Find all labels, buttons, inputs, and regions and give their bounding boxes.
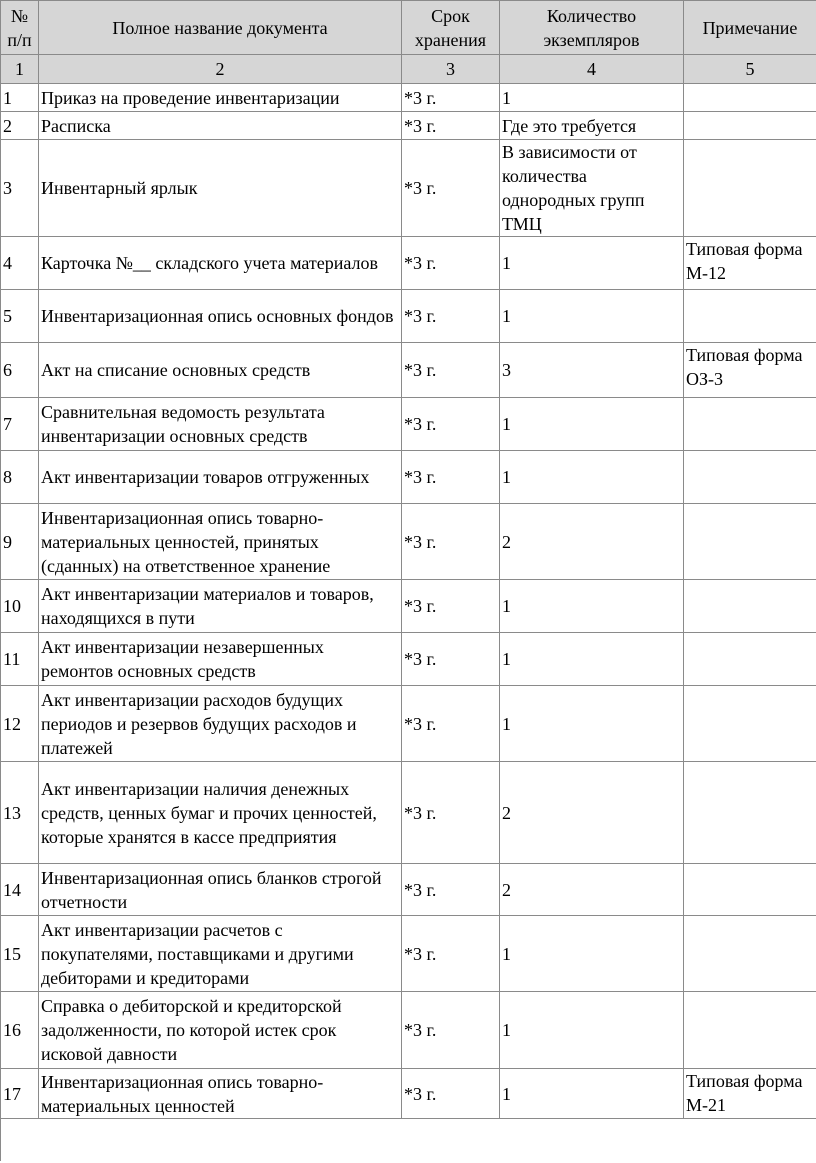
note-cell <box>684 290 816 343</box>
storage-term: *3 г. <box>402 580 500 633</box>
document-name: Акт инвентаризации незавершенных ремонтов основных средств <box>39 633 402 686</box>
copies-count: Где это требуется <box>500 112 684 140</box>
table-row <box>1 762 816 864</box>
copies-count: 2 <box>500 762 684 864</box>
note-cell <box>684 84 816 112</box>
copies-count: 2 <box>500 864 684 916</box>
column-number: 1 <box>1 55 39 84</box>
copies-count: 1 <box>500 916 684 992</box>
column-number-row <box>1 55 816 84</box>
column-number: 3 <box>402 55 500 84</box>
note-cell <box>684 992 816 1069</box>
row-number: 8 <box>1 451 39 504</box>
table-row <box>1 864 816 916</box>
header-storage-term: Срок хранения <box>402 1 500 55</box>
row-number: 14 <box>1 864 39 916</box>
copies-count: 1 <box>500 1069 684 1119</box>
document-name: Акт инвентаризации расчетов с покупателями, поставщиками и другими дебиторами и кредиторами <box>39 916 402 992</box>
table-row <box>1 140 816 237</box>
header-document-name: Полное название документа <box>39 1 402 55</box>
note-cell <box>684 916 816 992</box>
table-row <box>1 686 816 762</box>
document-name: Инвентаризационная опись основных фондов <box>39 290 402 343</box>
table-row <box>1 580 816 633</box>
row-number: 16 <box>1 992 39 1069</box>
note-cell <box>684 633 816 686</box>
storage-term: *3 г. <box>402 762 500 864</box>
document-name: Акт инвентаризации наличия денежных средств, ценных бумаг и прочих ценностей, которые хранятся в кассе предприятия <box>39 762 402 864</box>
note-cell <box>684 762 816 864</box>
table-row <box>1 916 816 992</box>
document-name: Акт инвентаризации товаров отгруженных <box>39 451 402 504</box>
document-name: Инвентаризационная опись товарно-материальных ценностей <box>39 1069 402 1119</box>
table-row <box>1 398 816 451</box>
storage-term: *3 г. <box>402 504 500 580</box>
header-note: Примечание <box>684 1 816 55</box>
document-name: Инвентаризационная опись бланков строгой отчетности <box>39 864 402 916</box>
copies-count: 3 <box>500 343 684 398</box>
row-number: 5 <box>1 290 39 343</box>
empty-trailing-row <box>1 1119 816 1162</box>
storage-term: *3 г. <box>402 1069 500 1119</box>
column-number: 4 <box>500 55 684 84</box>
table-body <box>1 84 816 1119</box>
header-copies-count: Количество экземпляров <box>500 1 684 55</box>
storage-term: *3 г. <box>402 84 500 112</box>
storage-term: *3 г. <box>402 112 500 140</box>
column-number: 2 <box>39 55 402 84</box>
document-name: Инвентаризационная опись товарно-материальных ценностей, принятых (сданных) на ответственное хранение <box>39 504 402 580</box>
note-cell <box>684 686 816 762</box>
storage-term: *3 г. <box>402 864 500 916</box>
document-name: Акт на списание основных средств <box>39 343 402 398</box>
row-number: 1 <box>1 84 39 112</box>
copies-count: 1 <box>500 451 684 504</box>
note-cell <box>684 504 816 580</box>
storage-term: *3 г. <box>402 992 500 1069</box>
column-number: 5 <box>684 55 816 84</box>
table-row <box>1 290 816 343</box>
copies-count: 1 <box>500 237 684 290</box>
row-number: 13 <box>1 762 39 864</box>
row-number: 6 <box>1 343 39 398</box>
document-name: Приказ на проведение инвентаризации <box>39 84 402 112</box>
note-cell <box>684 140 816 237</box>
row-number: 4 <box>1 237 39 290</box>
note-cell <box>684 398 816 451</box>
table-row <box>1 343 816 398</box>
document-name: Инвентарный ярлык <box>39 140 402 237</box>
note-cell: Типовая форма М-21 <box>684 1069 816 1119</box>
row-number: 15 <box>1 916 39 992</box>
header-row <box>1 1 816 55</box>
header-number: № п/п <box>1 1 39 55</box>
row-number: 3 <box>1 140 39 237</box>
copies-count: 2 <box>500 504 684 580</box>
note-cell <box>684 112 816 140</box>
storage-term: *3 г. <box>402 686 500 762</box>
document-name: Акт инвентаризации материалов и товаров, находящихся в пути <box>39 580 402 633</box>
note-cell <box>684 451 816 504</box>
empty-cell <box>1 1119 816 1162</box>
table-header <box>1 1 816 84</box>
storage-term: *3 г. <box>402 451 500 504</box>
row-number: 7 <box>1 398 39 451</box>
storage-term: *3 г. <box>402 398 500 451</box>
note-cell: Типовая форма ОЗ-3 <box>684 343 816 398</box>
note-cell <box>684 580 816 633</box>
table-row <box>1 112 816 140</box>
storage-term: *3 г. <box>402 916 500 992</box>
document-name: Сравнительная ведомость результата инвентаризации основных средств <box>39 398 402 451</box>
row-number: 17 <box>1 1069 39 1119</box>
document-name: Акт инвентаризации расходов будущих периодов и резервов будущих расходов и платежей <box>39 686 402 762</box>
table-row <box>1 992 816 1069</box>
table-row <box>1 1069 816 1119</box>
storage-term: *3 г. <box>402 343 500 398</box>
copies-count: 1 <box>500 580 684 633</box>
copies-count: В зависимости от количества однородных групп ТМЦ <box>500 140 684 237</box>
table-row <box>1 237 816 290</box>
row-number: 12 <box>1 686 39 762</box>
document-name: Справка о дебиторской и кредиторской задолженности, по которой истек срок исковой давности <box>39 992 402 1069</box>
copies-count: 1 <box>500 398 684 451</box>
table-row <box>1 84 816 112</box>
row-number: 9 <box>1 504 39 580</box>
storage-term: *3 г. <box>402 140 500 237</box>
copies-count: 1 <box>500 633 684 686</box>
row-number: 2 <box>1 112 39 140</box>
document-name: Карточка №__ складского учета материалов <box>39 237 402 290</box>
note-cell: Типовая форма М-12 <box>684 237 816 290</box>
copies-count: 1 <box>500 992 684 1069</box>
copies-count: 1 <box>500 290 684 343</box>
table-row <box>1 451 816 504</box>
table-row <box>1 633 816 686</box>
storage-term: *3 г. <box>402 290 500 343</box>
copies-count: 1 <box>500 84 684 112</box>
storage-term: *3 г. <box>402 237 500 290</box>
copies-count: 1 <box>500 686 684 762</box>
document-name: Расписка <box>39 112 402 140</box>
table-row <box>1 504 816 580</box>
row-number: 10 <box>1 580 39 633</box>
note-cell <box>684 864 816 916</box>
storage-term: *3 г. <box>402 633 500 686</box>
row-number: 11 <box>1 633 39 686</box>
